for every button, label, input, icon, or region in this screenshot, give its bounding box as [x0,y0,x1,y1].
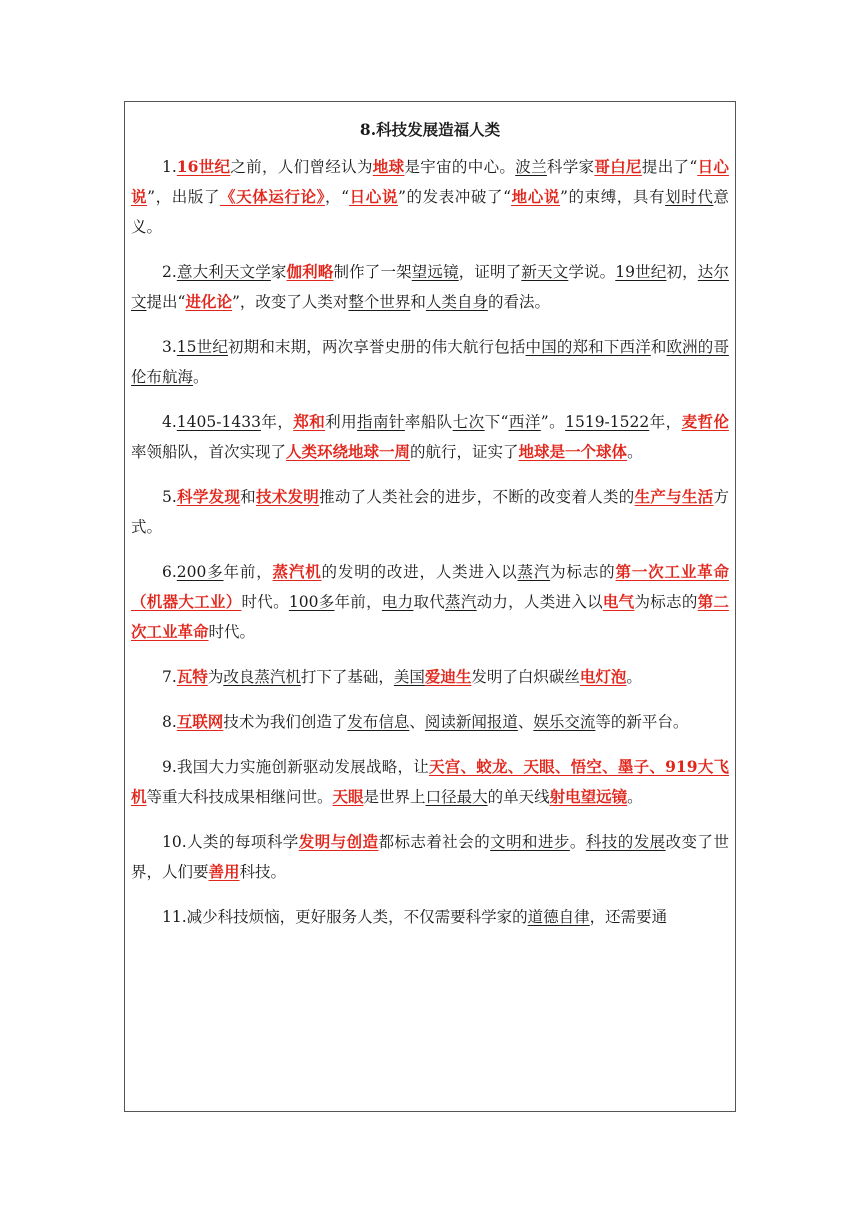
highlighted-keyword: 地球 [372,157,405,176]
underlined-term: 新天文 [521,263,569,281]
text-run: 方式。 [131,488,729,536]
paragraph [125,827,735,887]
paragraph [125,257,735,317]
text-run: 。 [193,368,209,386]
text-run: 初期和末期，两次享誉史册的伟大航行包括 [228,338,526,356]
text-run: 7. [162,668,177,686]
text-run: 发明了白炽碳丝 [471,668,580,686]
underlined-term: 改良蒸汽机 [223,668,301,686]
text-run: 提出“ [146,293,186,311]
text-run: ”，改变了人类对 [231,293,349,311]
text-run: 意义。 [131,188,729,236]
underlined-term: 波兰 [515,158,547,176]
underlined-term: 100多 [288,593,335,611]
highlighted-keyword: 爱迪生 [424,667,472,686]
highlighted-keyword: 第一次工业革命（机器大工业） [131,562,729,611]
text-run: ”的束缚，具有 [559,188,666,206]
text-run: 的看法。 [487,293,550,311]
underlined-term: 发布信息 [347,713,410,731]
text-run: 家 [270,263,287,281]
text-run: 、 [517,713,534,731]
underlined-term: 划时代 [665,188,714,206]
underlined-term: 电力 [381,593,414,611]
underlined-term: 阅读新闻报道 [424,713,518,731]
underlined-term: 15世纪 [176,338,228,356]
text-run: 和 [410,293,426,311]
text-run: 制作了一架 [333,263,412,281]
paragraph [125,902,735,932]
text-run: 提出了“ [641,158,698,176]
document-body [125,152,735,932]
highlighted-keyword: 郑和 [293,412,326,431]
highlighted-keyword: 生产与生活 [634,487,714,506]
text-run: ，“ [325,188,350,206]
highlighted-keyword: 技术发明 [255,487,320,506]
highlighted-keyword: 互联网 [176,712,224,731]
underlined-term: 望远镜 [411,263,459,281]
paragraph [125,407,735,467]
underlined-term: 达尔文 [131,263,729,311]
text-run: 打下了基础， [300,668,394,686]
text-run: 率领船队，首次实现了 [131,443,287,461]
text-run: 6. [162,563,177,581]
highlighted-keyword: 地心说 [511,187,560,206]
document-frame [124,101,736,1112]
underlined-term: 1519-1522 [565,413,650,431]
text-run: 和 [650,338,667,356]
text-run: 率船队 [404,413,453,431]
underlined-term: 整个世界 [348,293,411,311]
text-run: 等重大科技成果相继问世。 [146,788,333,806]
underlined-term: 七次 [452,413,485,431]
underlined-term: 科技的发展 [585,833,666,851]
text-run: 利用 [325,413,358,431]
text-run: 是宇宙的中心。 [404,158,516,176]
paragraph [125,482,735,542]
text-run: 下“ [484,413,509,431]
underlined-term: 1405-1433 [176,413,261,431]
highlighted-keyword: 科学发现 [176,487,241,506]
text-run: 科学家 [546,158,595,176]
text-run: 5. [162,488,177,506]
underlined-term: 19世纪 [615,263,667,281]
paragraph [125,752,735,812]
text-run: 11.减少科技烦恼，更好服务人类，不仅需要科学家的 [162,908,528,926]
text-run: 和 [240,488,256,506]
paragraph [125,152,735,242]
highlighted-keyword: 瓦特 [176,667,208,686]
text-run: ”。 [540,413,566,431]
text-run: 、 [409,713,425,731]
text-run: 年前， [334,593,382,611]
text-run: 为标志的 [550,563,616,581]
highlighted-keyword: 日心说 [131,157,729,206]
text-run: 8. [162,713,177,731]
paragraph [125,557,735,647]
paragraph [125,662,735,692]
text-run: 取代 [413,593,446,611]
paragraph [125,707,735,737]
text-run: 推动了人类社会的进步，不断的改变着人类的 [319,488,635,506]
text-run: 。 [569,833,586,851]
underlined-term: 美国 [393,668,425,686]
highlighted-keyword: 人类环绕地球一周 [286,442,411,461]
highlighted-keyword: 善用 [208,862,240,881]
highlighted-keyword: 电气 [602,592,635,611]
text-run: ”的发表冲破了“ [397,188,512,206]
underlined-term: 200多 [176,563,224,581]
highlighted-keyword: 天宫、蛟龙、天眼、悟空、墨子、919大飞机 [131,757,729,806]
underlined-term: 西洋 [508,413,541,431]
text-run: 为标志的 [634,593,698,611]
text-run: 的单天线 [487,788,550,806]
text-run: 都标志着社会的 [378,833,491,851]
text-run: ，还需要通 [589,908,668,926]
highlighted-keyword: 发明与创造 [298,832,379,851]
text-run: 1. [162,158,177,176]
highlighted-keyword: 麦哲伦 [681,412,729,431]
text-run: 。 [626,668,642,686]
highlighted-keyword: 第二次工业革命 [131,592,729,641]
text-run: 科技。 [239,863,287,881]
highlighted-keyword: 进化论 [185,292,232,311]
highlighted-keyword: 16世纪 [176,157,231,176]
highlighted-keyword: 蒸汽机 [272,562,322,581]
text-run: 10.人类的每项科学 [162,833,299,851]
underlined-term: 欧洲的哥伦布航海 [131,338,729,386]
underlined-term: 娱乐交流 [533,713,596,731]
text-run: 时代。 [241,593,289,611]
text-run: 年前， [223,563,273,581]
text-run: 学说。 [568,263,616,281]
text-run: 之前，人们曾经认为 [230,158,373,176]
underlined-term: 蒸汽 [517,563,551,581]
text-run: 年， [649,413,682,431]
text-run: 9.我国大力实施创新驱动发展战略，让 [162,758,429,776]
document-title: 8.科技发展造福人类 [359,120,501,139]
text-run: 的发明的改进，人类进入以 [321,563,518,581]
highlighted-keyword: 哥白尼 [594,157,642,176]
highlighted-keyword: 伽利略 [286,262,334,281]
text-run: 3. [162,338,177,356]
text-run: 为 [207,668,224,686]
text-run: 。 [627,788,643,806]
text-run: 的航行，证实了 [410,443,519,461]
underlined-term: 中国的郑和下西洋 [525,338,651,356]
text-run: 是世界上 [363,788,426,806]
text-run: 年， [260,413,294,431]
text-run: 等的新平台。 [595,713,689,731]
highlighted-keyword: 天眼 [332,787,364,806]
text-run: 初， [666,263,698,281]
text-run: 。 [627,443,643,461]
underlined-term: 人类自身 [425,293,488,311]
text-run: 动力，人类进入以 [476,593,603,611]
highlighted-keyword: 《天体运行论》 [220,187,326,206]
text-run: 4. [162,413,177,431]
text-run: 技术为我们创造了 [223,713,348,731]
underlined-term: 口径最大 [425,788,488,806]
text-run: ”，出版了 [147,188,221,206]
underlined-term: 文明和进步 [490,833,570,851]
underlined-term: 意大利天文学 [176,263,271,281]
highlighted-keyword: 射电望远镜 [549,787,628,806]
text-run: ，证明了 [458,263,522,281]
highlighted-keyword: 日心说 [349,187,398,206]
text-run: 改变了世界，人们要 [131,833,729,881]
underlined-term: 指南针 [357,413,405,431]
highlighted-keyword: 电灯泡 [579,667,627,686]
text-run: 时代。 [208,623,256,641]
highlighted-keyword: 地球是一个球体 [518,442,628,461]
underlined-term: 蒸汽 [445,593,477,611]
paragraph [125,332,735,392]
underlined-term: 道德自律 [527,908,590,926]
text-run: 2. [162,263,177,281]
